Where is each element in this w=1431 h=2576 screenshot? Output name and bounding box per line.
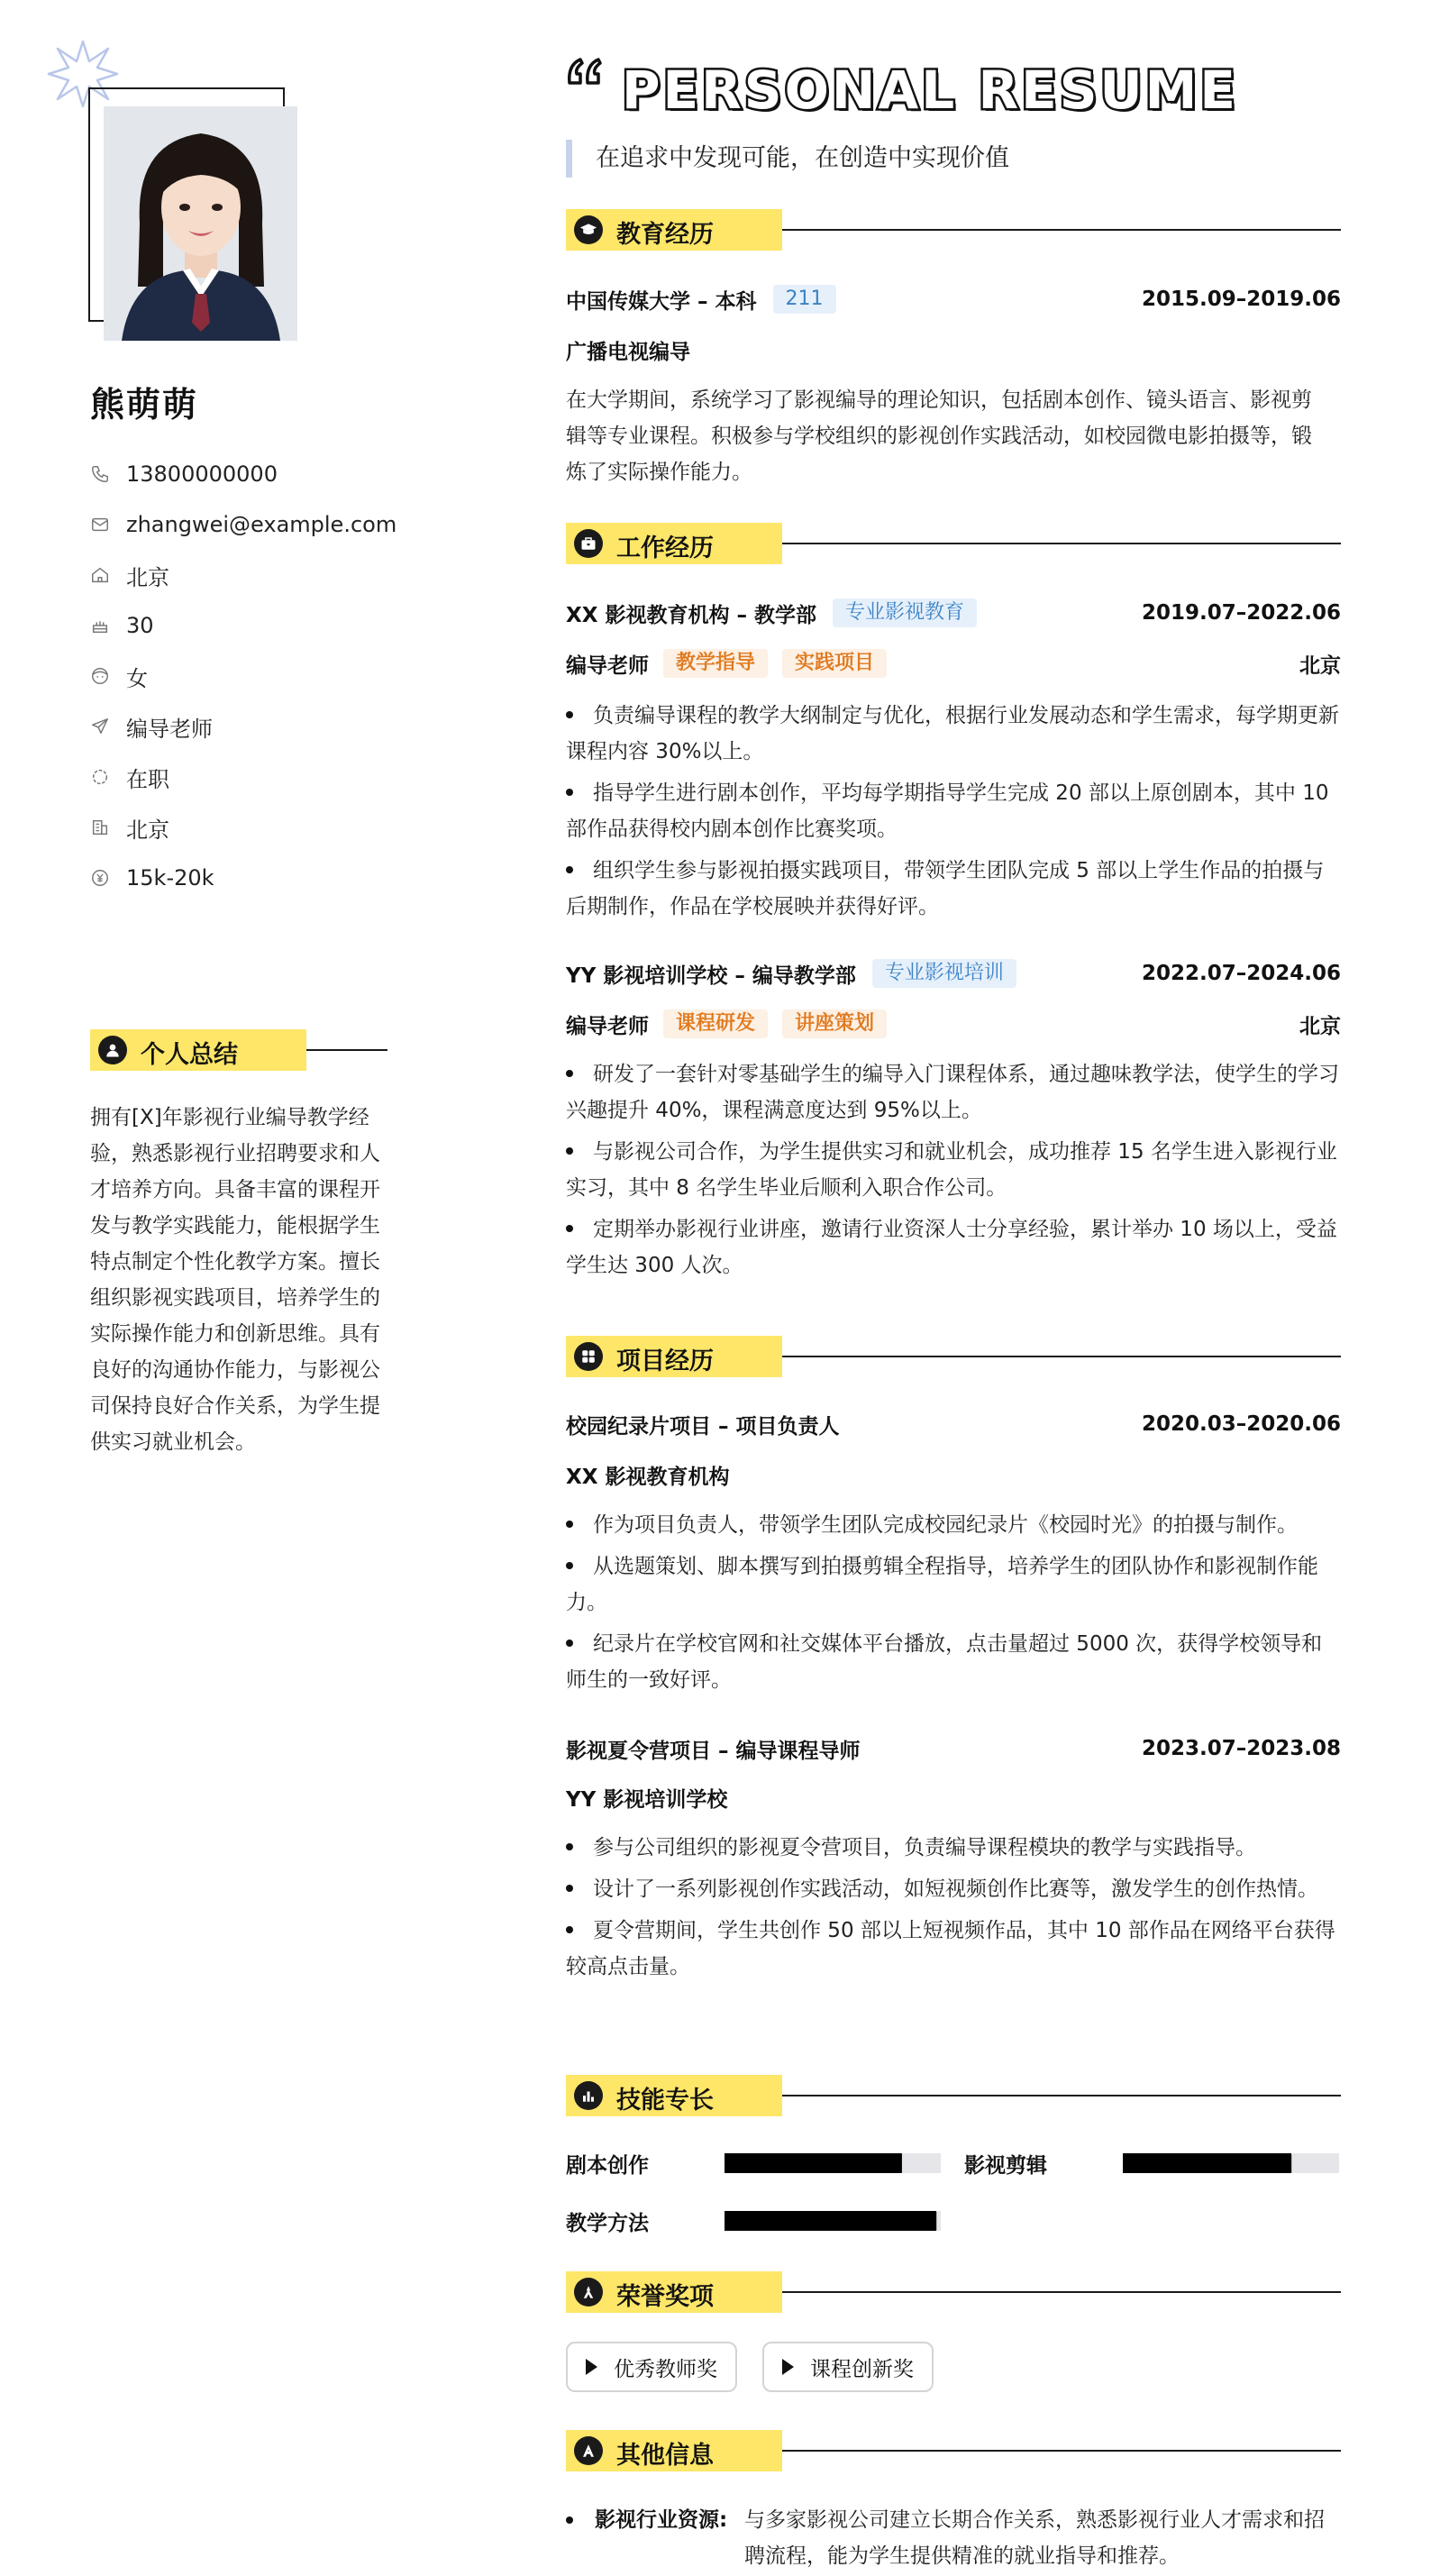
section-title: 技能专长	[616, 2087, 714, 2115]
award-label: 课程创新奖	[810, 2357, 914, 2381]
other-info-key: 影视行业资源:	[595, 2508, 728, 2532]
awards-section-header	[566, 2271, 1341, 2313]
list-item: 定期举办影视行业讲座，邀请行业资深人士分享经验，累计举办 10 场以上，受益学生达 300 人次。	[566, 1218, 1337, 1277]
info-status	[90, 752, 396, 802]
list-item: 指导学生进行剧本创作，平均每学期指导学生完成 20 部以上原创剧本，其中 10 部作品获得校内剧本创作比赛奖项。	[566, 781, 1329, 841]
quote-mark-icon	[566, 56, 604, 88]
other-info-value: 与多家影视公司建立长期合作关系，熟悉影视行业人才需求和招聘流程，能为学生提供精准的就业指导和推荐。	[744, 2508, 1325, 2568]
project-name: 影视夏令营项目 – 编导课程导师	[566, 1739, 861, 1763]
home-icon	[90, 565, 110, 585]
job-org: YY 影视培训学校 – 编导教学部	[566, 964, 856, 988]
info-position	[90, 701, 396, 752]
job-role: 编导老师	[566, 1014, 649, 1038]
skills-section-header	[566, 2075, 1341, 2116]
role-tag: 实践项目	[782, 649, 887, 678]
job-city: 北京	[1299, 653, 1341, 678]
job-row	[566, 957, 1341, 990]
project-org: XX 影视教育机构	[566, 1466, 730, 1489]
project-date: 2023.07–2023.08	[1141, 1737, 1341, 1760]
info-value: 30	[126, 613, 154, 638]
education-date: 2015.09–2019.06	[1141, 288, 1341, 311]
user-icon	[98, 1036, 127, 1064]
info-email	[90, 499, 396, 550]
bar-chart-icon	[574, 2081, 603, 2110]
list-item: 设计了一系列影视创作实践活动，如短视频创作比赛等，激发学生的创作热情。	[566, 1871, 1341, 1907]
award-chip	[762, 2342, 934, 2392]
skill-name: 影视剪辑	[964, 2153, 1047, 2178]
education-description: 在大学期间，系统学习了影视编导的理论知识，包括剧本创作、镜头语言、影视剪辑等专业课程。积极参与学校组织的影视创作实践活动，如校园微电影拍摄等，锻炼了实际操作能力。	[566, 388, 1312, 484]
section-title: 个人总结	[141, 1041, 238, 1069]
cake-icon	[90, 616, 110, 635]
skill-bar	[725, 2153, 941, 2173]
bullet-dot	[566, 2517, 573, 2524]
skill-name: 剧本创作	[566, 2153, 649, 2178]
project-name: 校园纪录片项目 – 项目负责人	[566, 1414, 840, 1439]
section-title: 项目经历	[616, 1347, 714, 1375]
section-title: 荣誉奖项	[616, 2283, 714, 2311]
job-date: 2022.07–2024.06	[1141, 962, 1341, 985]
list-item: 夏令营期间，学生共创作 50 部以上短视频作品，其中 10 部作品在网络平台获得较高点击量。	[566, 1919, 1335, 1978]
info-value: 13800000000	[126, 461, 278, 487]
info-value: 在职	[126, 766, 169, 792]
role-tag: 教学指导	[663, 649, 768, 678]
job-tag: 专业影视教育	[833, 598, 977, 627]
major: 广播电视编导	[566, 341, 690, 364]
info-value: 15k-20k	[126, 865, 214, 891]
list-item: 研发了一套针对零基础学生的编导入门课程体系，通过趣味教学法，使学生的学习兴趣提升 40%，课程满意度达到 95%以上。	[566, 1063, 1339, 1122]
graduation-cap-icon	[574, 215, 603, 244]
project-bullets	[566, 1507, 1341, 1704]
mail-icon	[90, 515, 110, 534]
project-row	[566, 1408, 1341, 1440]
info-phone	[90, 449, 396, 499]
section-divider	[782, 2291, 1341, 2293]
award-label: 优秀教师奖	[614, 2357, 717, 2381]
section-divider	[782, 2095, 1341, 2096]
face-icon	[90, 666, 110, 686]
school-name: 中国传媒大学 – 本科	[566, 289, 757, 314]
project-bullets	[566, 1830, 1341, 1990]
grid-icon	[574, 1342, 603, 1371]
section-divider	[782, 543, 1341, 544]
building-icon	[90, 818, 110, 837]
section-title: 工作经历	[616, 534, 714, 562]
section-divider	[306, 1049, 387, 1051]
job-role-row	[566, 1008, 1341, 1040]
play-icon	[586, 2359, 597, 2375]
phone-icon	[90, 464, 110, 484]
project-date: 2020.03–2020.06	[1141, 1412, 1341, 1436]
other-section-header	[566, 2430, 1341, 2471]
list-item: 从选题策划、脚本撰写到拍摄剪辑全程指导，培养学生的团队协作和影视制作能力。	[566, 1555, 1318, 1614]
job-org: XX 影视教育机构 – 教学部	[566, 603, 816, 627]
skill-bar	[1123, 2153, 1339, 2173]
job-role-row	[566, 647, 1341, 680]
school-tag: 211	[773, 285, 836, 314]
job-tag: 专业影视培训	[872, 959, 1016, 988]
info-value: 北京	[126, 817, 169, 843]
job-bullets	[566, 1056, 1341, 1289]
play-icon	[782, 2359, 794, 2375]
salary-icon	[90, 868, 110, 888]
list-item: 负责编导课程的教学大纲制定与优化，根据行业发展动态和学生需求，每学期更新课程内容 30%以上。	[566, 704, 1339, 763]
section-divider	[782, 2450, 1341, 2452]
skill-item	[964, 2147, 1341, 2179]
section-title: 教育经历	[616, 221, 714, 249]
work-section-header	[566, 523, 1341, 564]
job-city: 北京	[1299, 1014, 1341, 1038]
skill-item	[566, 2205, 953, 2237]
role-tag: 课程研发	[663, 1009, 768, 1038]
education-row	[566, 283, 1341, 315]
info-gender	[90, 651, 396, 701]
info-city	[90, 802, 396, 853]
candidate-name: 熊萌萌	[90, 385, 199, 425]
project-org: YY 影视培训学校	[566, 1788, 728, 1812]
job-role: 编导老师	[566, 653, 649, 678]
info-location	[90, 550, 396, 600]
info-value: 北京	[126, 564, 169, 590]
list-item: 作为项目负责人，带领学生团队完成校园纪录片《校园时光》的拍摄与制作。	[566, 1507, 1341, 1543]
list-item: 组织学生参与影视拍摄实践项目，带领学生团队完成 5 部以上学生作品的拍摄与后期制作，作品在学校展映并获得好评。	[566, 859, 1325, 918]
resume-title: PERSONAL RESUME	[622, 59, 1238, 121]
projects-section-header	[566, 1336, 1341, 1377]
status-icon	[90, 767, 110, 787]
sidebar	[0, 0, 505, 2576]
info-salary	[90, 853, 396, 903]
section-divider	[782, 1356, 1341, 1357]
list-item: 纪录片在学校官网和社交媒体平台播放，点击量超过 5000 次，获得学校领导和师生的一致好评。	[566, 1632, 1323, 1692]
job-row	[566, 597, 1341, 629]
skill-bar-fill	[1123, 2153, 1291, 2173]
project-row	[566, 1732, 1341, 1765]
skill-item	[566, 2147, 953, 2179]
list-item: 参与公司组织的影视夏令营项目，负责编导课程模块的教学与实践指导。	[566, 1830, 1341, 1866]
info-value: zhangwei@example.com	[126, 512, 397, 537]
list-item: 与影视公司合作，为学生提供实习和就业机会，成功推荐 15 名学生进入影视行业实习，其中 8 名学生毕业后顺利入职合作公司。	[566, 1140, 1337, 1200]
resume-subtitle: 在追求中发现可能，在创造中实现价值	[566, 140, 1009, 178]
skill-name: 教学方法	[566, 2211, 649, 2235]
info-age	[90, 600, 396, 651]
award-icon	[574, 2278, 603, 2307]
contact-info-list	[90, 449, 396, 903]
profile-photo	[104, 106, 297, 341]
job-date: 2019.07–2022.06	[1141, 601, 1341, 625]
info-value: 编导老师	[126, 716, 213, 742]
skill-bar-fill	[725, 2211, 936, 2231]
section-title: 其他信息	[616, 2442, 714, 2470]
role-tag: 讲座策划	[782, 1009, 887, 1038]
education-section-header	[566, 209, 1341, 251]
award-chip	[566, 2342, 737, 2392]
section-divider	[782, 229, 1341, 231]
summary-section-header	[90, 1029, 387, 1071]
send-icon	[90, 717, 110, 736]
summary-text: 拥有[X]年影视行业编导教学经验，熟悉影视行业招聘要求和人才培养方向。具备丰富的课程开发与教学实践能力，能根据学生特点制定个性化教学方案。擅长组织影视实践项目，培养学生的实际操作能力和创新思维。具有良好的沟通协作能力，与影视公司保持良好合作关系，为学生提供实习就业机会。	[90, 1106, 380, 1454]
skill-bar	[725, 2211, 941, 2231]
briefcase-icon	[574, 529, 603, 558]
job-bullets	[566, 698, 1341, 930]
info-value: 女	[126, 665, 148, 691]
skill-bar-fill	[725, 2153, 902, 2173]
letter-a-icon	[574, 2436, 603, 2465]
